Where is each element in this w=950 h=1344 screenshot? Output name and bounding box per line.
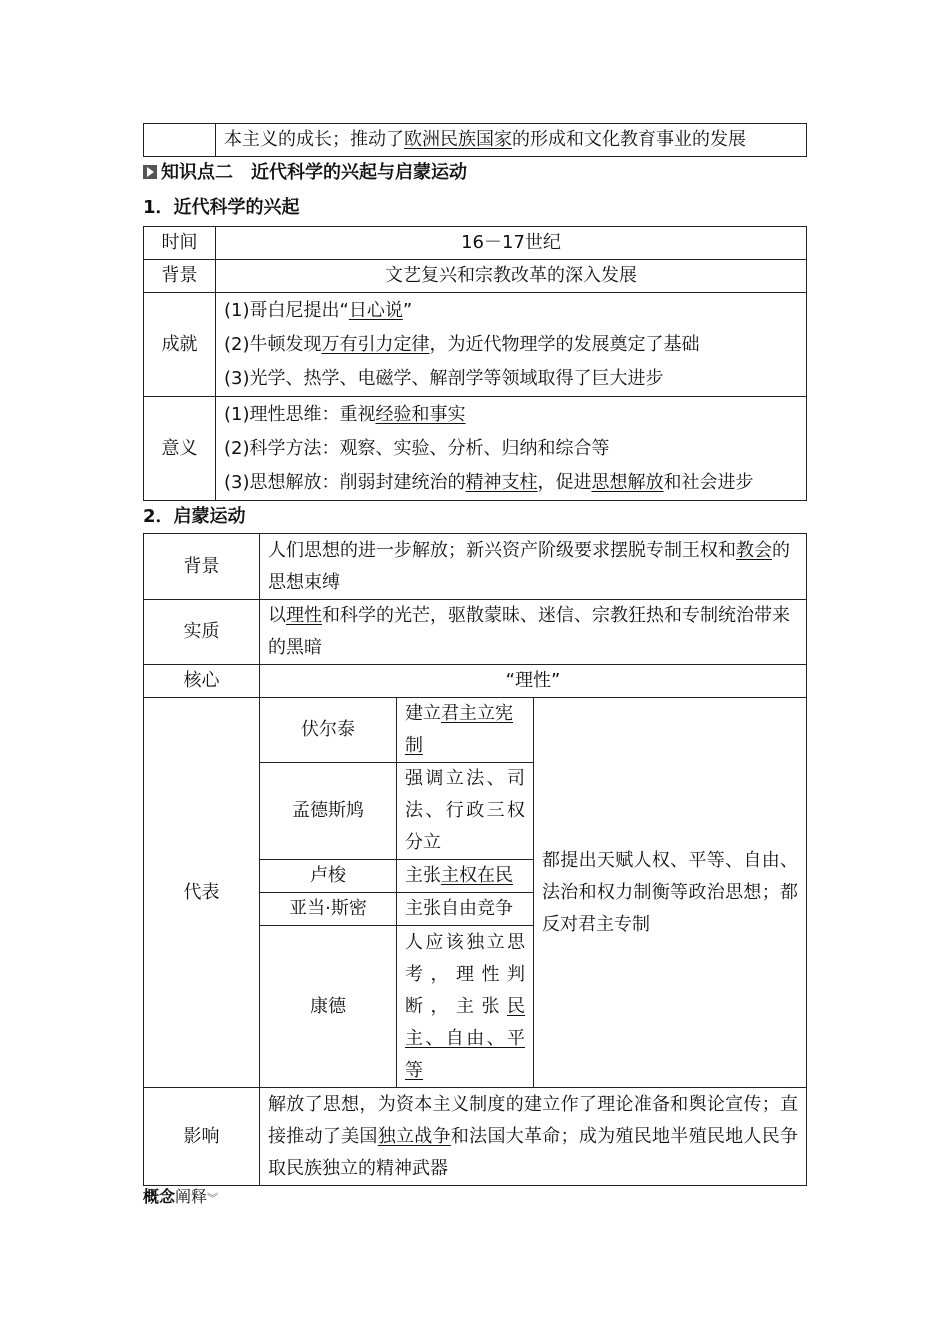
impact-label: 影响 bbox=[144, 1088, 260, 1186]
thinker-rousseau: 卢梭 bbox=[260, 860, 397, 893]
idea-rousseau: 主张主权在民 bbox=[397, 860, 534, 893]
science-table bbox=[143, 226, 807, 501]
underlined-text: 独立战争 bbox=[377, 1125, 451, 1147]
essence-label: 实质 bbox=[144, 600, 260, 665]
essence-value: 以理性和科学的光芒，驱散蒙昧、迷信、宗教狂热和专制统治带来的黑暗 bbox=[260, 600, 807, 665]
thinker-montesquieu: 孟德斯鸠 bbox=[260, 763, 397, 860]
double-chevron-down-icon: ︾ bbox=[207, 1192, 219, 1205]
background-value: 文艺复兴和宗教改革的深入发展 bbox=[216, 260, 807, 293]
achievement-3: (3)光学、热学、电磁学、解剖学等领域取得了巨大进步 bbox=[224, 367, 664, 389]
significance-2: (2)科学方法：观察、实验、分析、归纳和综合等 bbox=[224, 437, 610, 459]
achievement-1: (1)哥白尼提出“日心说” bbox=[224, 299, 413, 321]
thinker-voltaire: 伏尔泰 bbox=[260, 698, 397, 763]
footer-text: 阐释 bbox=[175, 1187, 208, 1206]
significance-content bbox=[216, 397, 807, 501]
thinker-smith: 亚当·斯密 bbox=[260, 893, 397, 926]
underlined-text: 欧洲民族国家 bbox=[404, 129, 512, 150]
idea-kant: 人应该独立思考，理性判断，主张民主、自由、平等 bbox=[397, 926, 534, 1088]
underlined-text: 教会 bbox=[736, 539, 772, 561]
core-label: 核心 bbox=[144, 665, 260, 698]
concept-footer bbox=[143, 1184, 218, 1207]
e-background-value: 人们思想的进一步解放；新兴资产阶级要求摆脱专制王权和教会的思想束缚 bbox=[260, 534, 807, 600]
underlined-text: 民主、自由、平等 bbox=[405, 995, 525, 1081]
representatives-label: 代表 bbox=[144, 698, 260, 1088]
underlined-text: 思想解放 bbox=[591, 471, 664, 493]
significance-label: 意义 bbox=[144, 397, 216, 501]
underlined-text: 君主立宪制 bbox=[405, 703, 513, 756]
footer-bold-text: 概念 bbox=[143, 1187, 176, 1206]
text: 本主义的成长；推动了 bbox=[224, 129, 404, 150]
time-value: 16－17世纪 bbox=[216, 227, 807, 260]
empty-cell bbox=[144, 124, 216, 157]
section-title-text: 知识点二 近代科学的兴起与启蒙运动 bbox=[161, 162, 467, 183]
section-title bbox=[143, 158, 467, 184]
idea-smith: 主张自由竞争 bbox=[397, 893, 534, 926]
thinker-kant: 康德 bbox=[260, 926, 397, 1088]
continued-table bbox=[143, 123, 807, 157]
significance-1: (1)理性思维：重视经验和事实 bbox=[224, 403, 466, 425]
achievement-2: (2)牛顿发现万有引力定律，为近代物理学的发展奠定了基础 bbox=[224, 333, 700, 355]
time-label: 时间 bbox=[144, 227, 216, 260]
top-row-content bbox=[216, 124, 807, 157]
underlined-text: 日心说 bbox=[348, 299, 403, 321]
subheading-enlightenment: 2．启蒙运动 bbox=[143, 506, 246, 527]
achievement-content bbox=[216, 293, 807, 397]
underlined-text: 主权在民 bbox=[441, 865, 513, 886]
achievement-label: 成就 bbox=[144, 293, 216, 397]
common-ideas: 都提出天赋人权、平等、自由、法治和权力制衡等政治思想；都反对君主专制 bbox=[534, 698, 807, 1088]
significance-3: (3)思想解放：削弱封建统治的精神支柱，促进思想解放和社会进步 bbox=[224, 471, 754, 493]
underlined-text: 理性 bbox=[286, 605, 322, 626]
underlined-text: 经验和事实 bbox=[375, 403, 466, 425]
e-background-label: 背景 bbox=[144, 534, 260, 600]
background-label: 背景 bbox=[144, 260, 216, 293]
play-triangle-icon bbox=[143, 165, 157, 179]
subheading-science: 1．近代科学的兴起 bbox=[143, 197, 300, 218]
idea-montesquieu: 强调立法、司法、行政三权分立 bbox=[397, 763, 534, 860]
text: 的形成和文化教育事业的发展 bbox=[512, 129, 746, 150]
underlined-text: 精神支柱 bbox=[465, 471, 538, 493]
idea-voltaire: 建立君主立宪制 bbox=[397, 698, 534, 763]
impact-value: 解放了思想，为资本主义制度的建立作了理论准备和舆论宣传；直接推动了美国独立战争和法国大革命；成为殖民地半殖民地人民争取民族独立的精神武器 bbox=[260, 1088, 807, 1186]
underlined-text: 万有引力定律 bbox=[321, 333, 430, 355]
enlightenment-table bbox=[143, 533, 807, 1186]
core-value: “理性” bbox=[260, 665, 807, 698]
